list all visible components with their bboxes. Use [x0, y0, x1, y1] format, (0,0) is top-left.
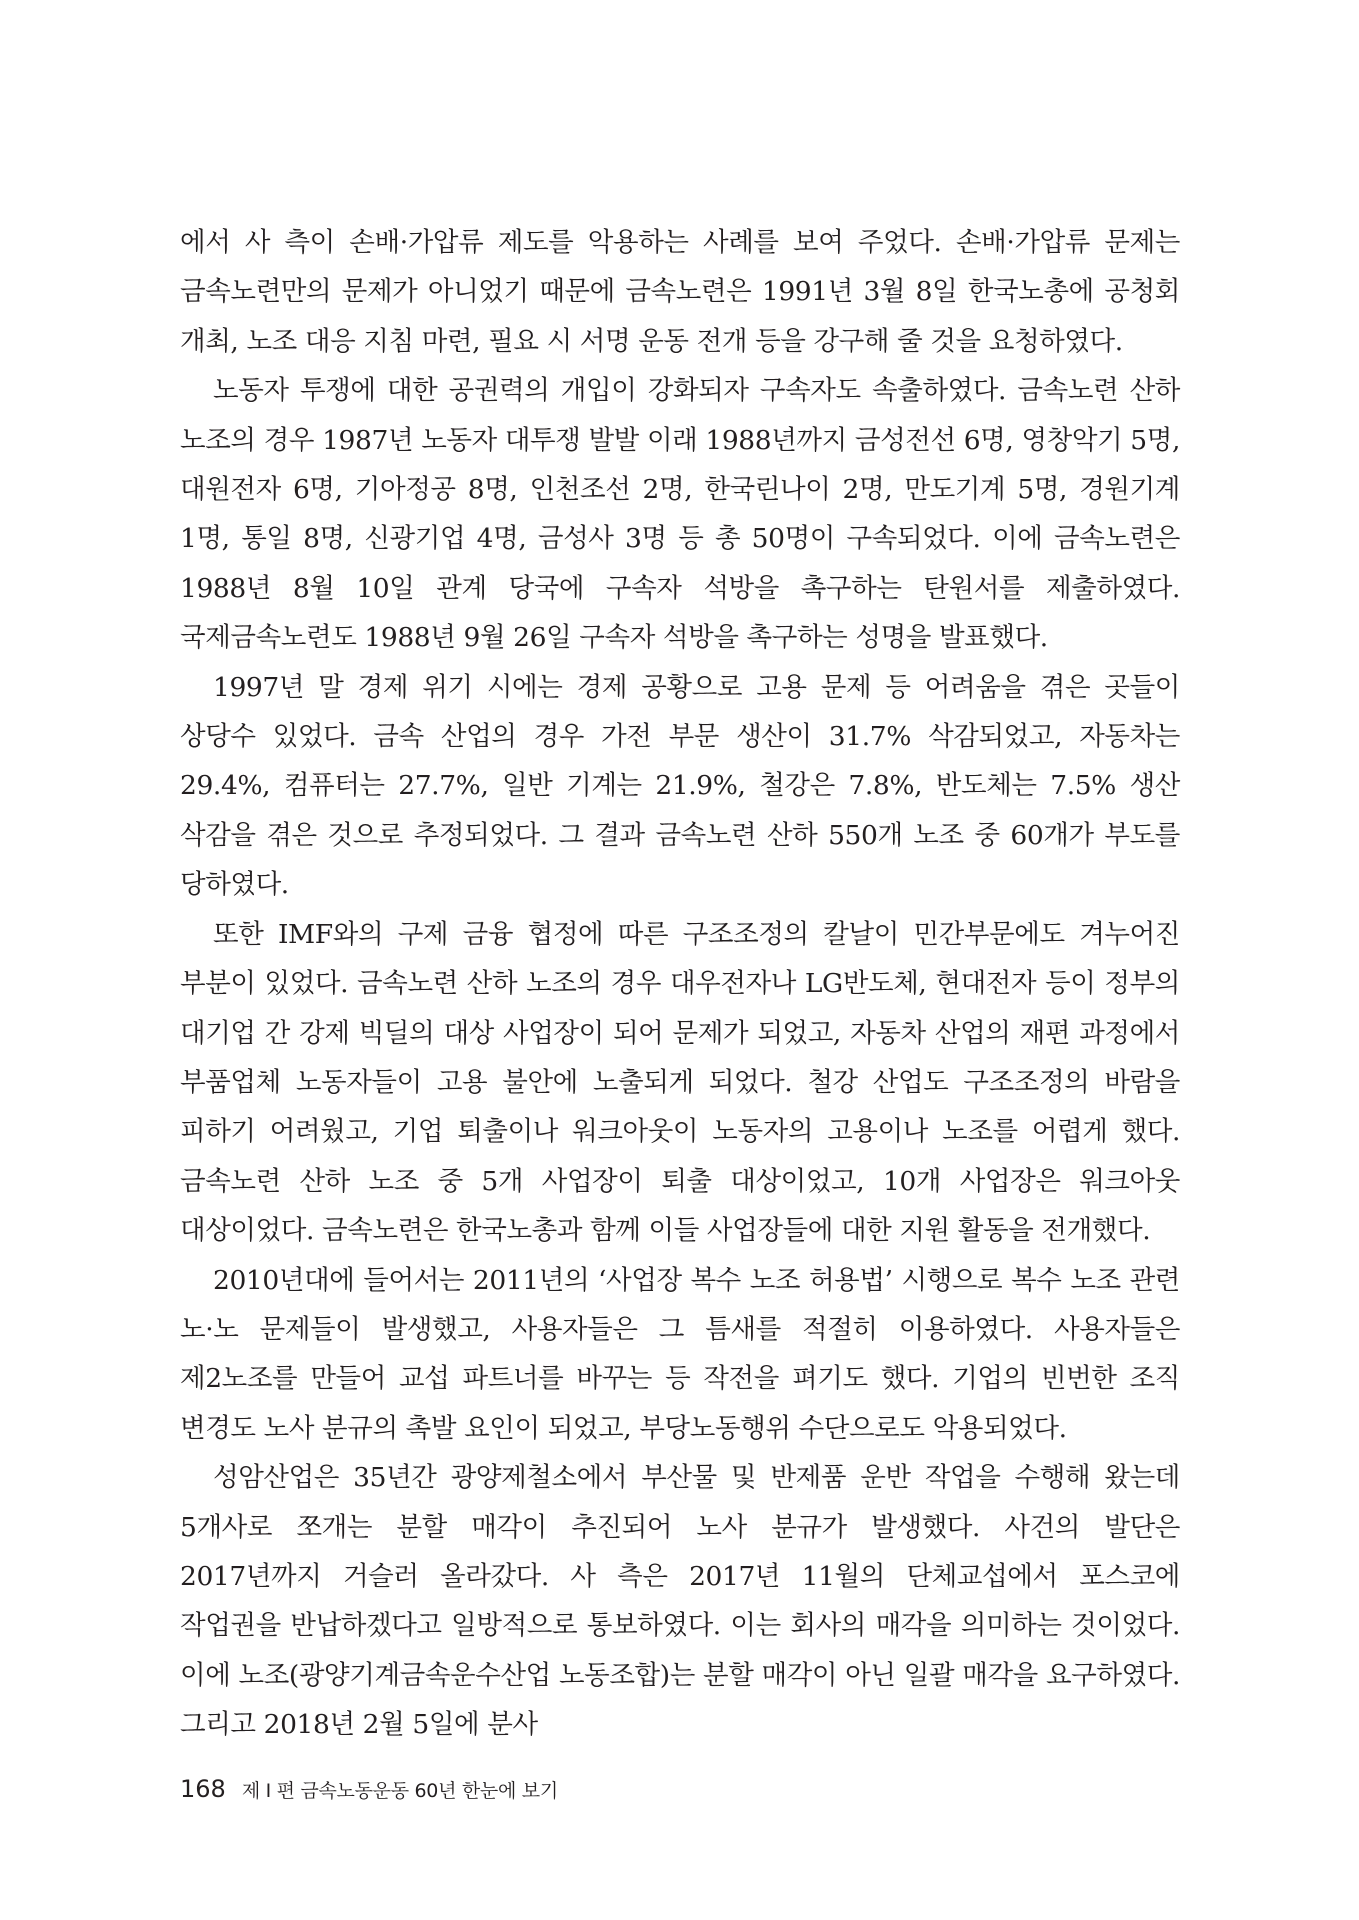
paragraph-economic-crisis: 1997년 말 경제 위기 시에는 경제 공황으로 고용 문제 등 어려움을 겪은 곳들이 상당수 있었다. 금속 산업의 경우 가전 부문 생산이 31.7% 삭감되었고, 자동차는 29.4%, 컴퓨터는 27.7%, 일반 기계는 21.9%, 철강은 7.8%, 반도체는 7.5% 생산 삭감을 겪은 것으로 추정되었다. 그 결과 금속노련 산하 550개 노조 중 60개가 부도를 당하였다. [180, 671, 1180, 901]
page-number: 168 [180, 1775, 226, 1803]
paragraph-imf-restructuring: 또한 IMF와의 구제 금융 협정에 따른 구조조정의 칼날이 민간부문에도 겨누어진 부분이 있었다. 금속노련 산하 노조의 경우 대우전자나 LG반도체, 현대전자 등이 정부의 대기업 간 강제 빅딜의 대상 사업장이 되어 문제가 되었고, 자동차 산업의 재편 과정에서 부품업체 노동자들이 고용 불안에 노출되게 되었다. 철강 산업도 구조조정의 바람을 피하기 어려웠고, 기업 퇴출이나 워크아웃이 노동자의 고용이나 노조를 어렵게 했다. 금속노련 산하 노조 중 5개 사업장이 퇴출 대상이었고, 10개 사업장은 워크아웃 대상이었다. 금속노련은 한국노총과 함께 이들 사업장들에 대한 지원 활동을 전개했다. [180, 918, 1180, 1247]
paragraph-multiple-unions: 2010년대에 들어서는 2011년의 ‘사업장 복수 노조 허용법’ 시행으로 복수 노조 관련 노·노 문제들이 발생했고, 사용자들은 그 틈새를 적절히 이용하였다. 사용자들은 제2노조를 만들어 교섭 파트너를 바꾸는 등 작전을 펴기도 했다. 기업의 빈번한 조직 변경도 노사 분규의 촉발 요인이 되었고, 부당노동행위 수단으로도 악용되었다. [180, 1264, 1180, 1444]
running-title: 제 I 편 금속노동운동 60년 한눈에 보기 [241, 1780, 558, 1802]
paragraph-seongam-industry: 성암산업은 35년간 광양제철소에서 부산물 및 반제품 운반 작업을 수행해 왔는데 5개사로 쪼개는 분할 매각이 추진되어 노사 분규가 발생했다. 사건의 발단은 2017년까지 거슬러 올라갔다. 사 측은 2017년 11월의 단체교섭에서 포스코에 작업권을 반납하겠다고 일방적으로 통보하였다. 이는 회사의 매각을 의미하는 것이었다. 이에 노조(광양기계금속운수산업 노동조합)는 분할 매각이 아닌 일괄 매각을 요구하였다. 그리고 2018년 2월 5일에 분사 [180, 1462, 1180, 1741]
page-footer [180, 1775, 558, 1803]
body-text [180, 218, 1180, 1750]
paragraph-arrests: 노동자 투쟁에 대한 공권력의 개입이 강화되자 구속자도 속출하였다. 금속노련 산하 노조의 경우 1987년 노동자 대투쟁 발발 이래 1988년까지 금성전선 6명, 영창악기 5명, 대원전자 6명, 기아정공 8명, 인천조선 2명, 한국린나이 2명, 만도기계 5명, 경원기계 1명, 통일 8명, 신광기업 4명, 금성사 3명 등 총 50명이 구속되었다. 이에 금속노련은 1988년 8월 10일 관계 당국에 구속자 석방을 촉구하는 탄원서를 제출하였다. 국제금속노련도 1988년 9월 26일 구속자 석방을 촉구하는 성명을 발표했다. [180, 375, 1180, 654]
paragraph-continuation: 에서 사 측이 손배·가압류 제도를 악용하는 사례를 보여 주었다. 손배·가압류 문제는 금속노련만의 문제가 아니었기 때문에 금속노련은 1991년 3월 8일 한국노총에 공청회 개최, 노조 대응 지침 마련, 필요 시 서명 운동 전개 등을 강구해 줄 것을 요청하였다. [180, 227, 1180, 357]
